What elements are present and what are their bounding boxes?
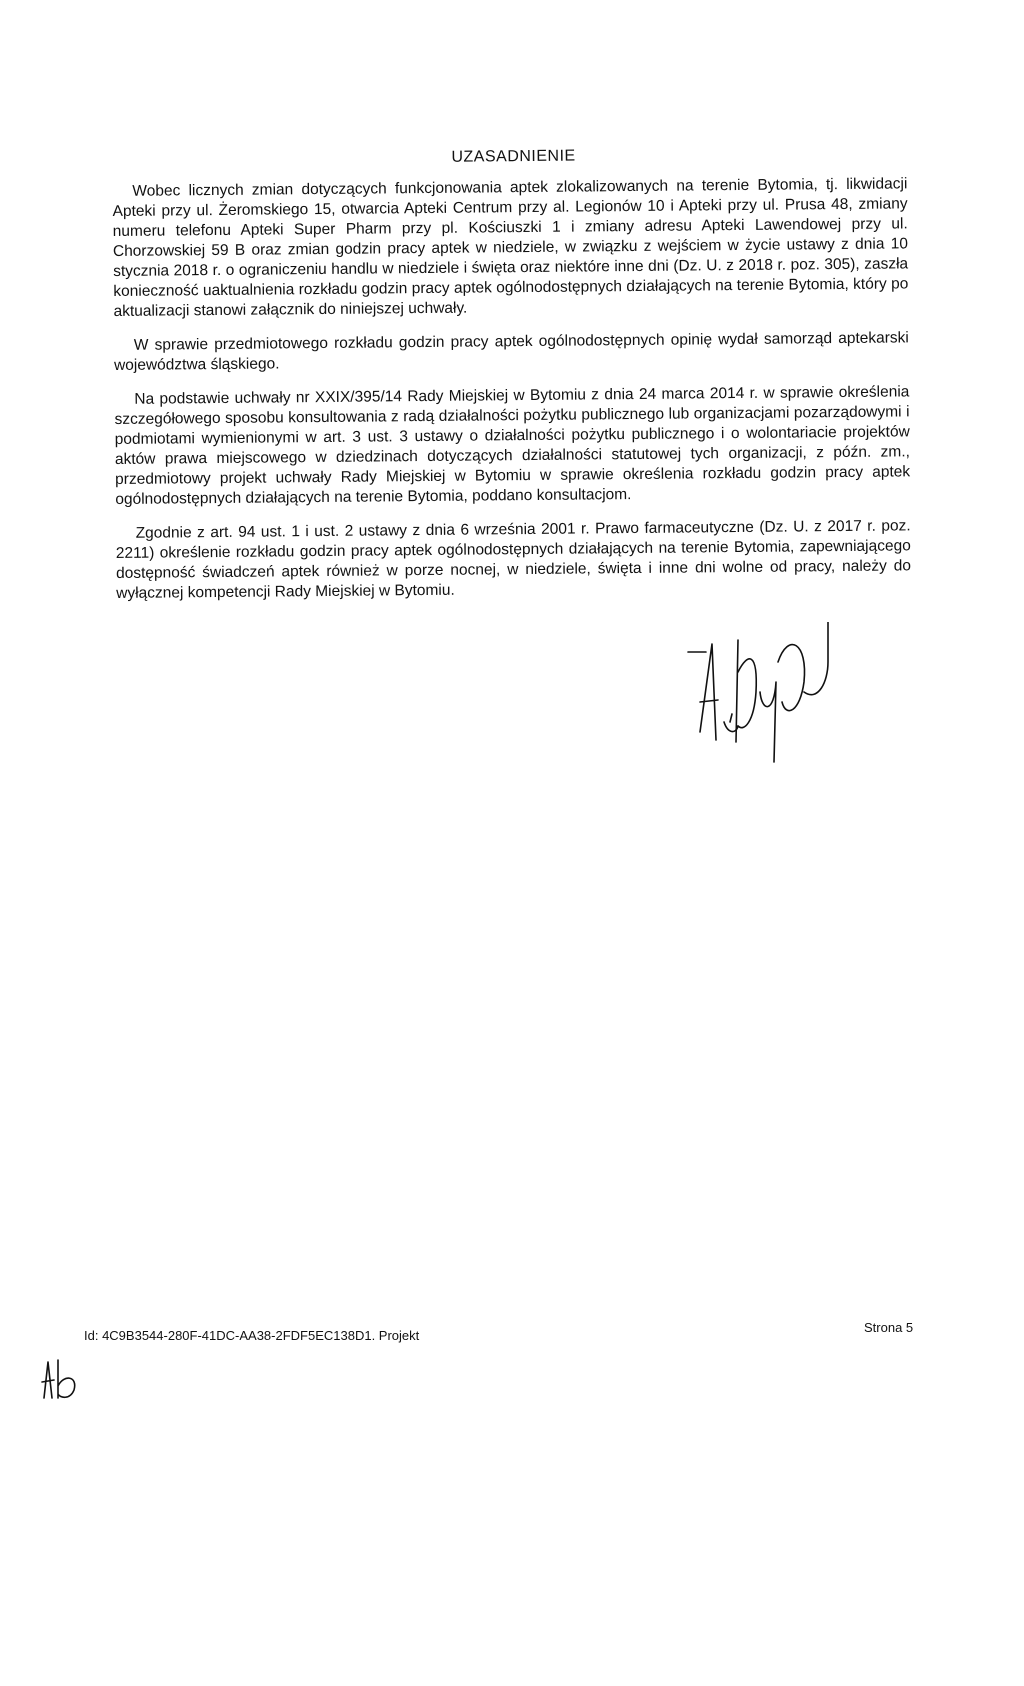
- document-title: UZASADNIENIE: [451, 147, 576, 166]
- document-id: Id: 4C9B3544-280F-41DC-AA38-2FDF5EC138D1. Projekt: [84, 1328, 420, 1343]
- paragraph-consultation: Na podstawie uchwały nr XXIX/395/14 Rady Miejskiej w Bytomiu z dnia 24 marca 2014 r. w sprawie określenia szczegółowego sposobu konsultowania z radą działalności pożytku publicznego lub organizacjami pozarządowymi i podmiotami wymienionymi w art. 3 ust. 3 ustawy o działalności pożytku publicznego i o wolontariacie projektów aktów prawa miejscowego w dziedzinach dotyczących działalności statutowej tych organizacji, z późn. zm., przedmiotowy projekt uchwały Rady Miejskiej w Bytomiu w sprawie określenia rozkładu godzin pracy aptek ogólnodostępnych działających na terenie Bytomia, poddano konsultacjom.: [114, 383, 911, 508]
- signature-icon: [678, 622, 878, 772]
- paragraph-legal-basis: Zgodnie z art. 94 ust. 1 i ust. 2 ustawy z dnia 6 września 2001 r. Prawo farmaceutyczne (Dz. U. z 2017 r. poz. 2211) określenie rozkładu godzin pracy aptek ogólnodostępnych działających na terenie Bytomia, zapewniającego dostępność świadczeń aptek również w porze nocnej, w niedziele, święta i inne dni wolne od pracy, należy do wyłącznej kompetencji Rady Miejskiej w Bytomiu.: [115, 517, 912, 602]
- page-number: Strona 5: [864, 1320, 914, 1335]
- paragraph-justification-reason: Wobec licznych zmian dotyczących funkcjonowania aptek zlokalizowanych na terenie Bytomia, tj. likwidacji Apteki przy ul. Żeromskiego 15, otwarcia Apteki Centrum przy al. Legionów 10 i Apteki przy ul. Prusa 48, zmiany numeru telefonu Apteki Super Pharm przy pl. Kościuszki 1 i zmiany adresu Apteki Lawendowej przy ul. Chorzowskiej 59 B oraz zmian godzin pracy aptek w niedziele, w związku z wejściem w życie ustawy z dnia 10 stycznia 2018 r. o ograniczeniu handlu w niedziele i święta oraz niektóre inne dni (Dz. U. z 2018 r. poz. 305), zaszła konieczność uaktualnienia rozkładu godzin pracy aptek ogólnodostępnych działających na terenie Bytomia, który po aktualizacji stanowi załącznik do niniejszej uchwały.: [112, 175, 909, 320]
- document-body: [112, 144, 911, 618]
- paragraph-opinion: W sprawie przedmiotowego rozkładu godzin pracy aptek ogólnodostępnych opinię wydał samorząd aptekarski województwa śląskiego.: [113, 329, 909, 374]
- initials-icon: [34, 1354, 94, 1404]
